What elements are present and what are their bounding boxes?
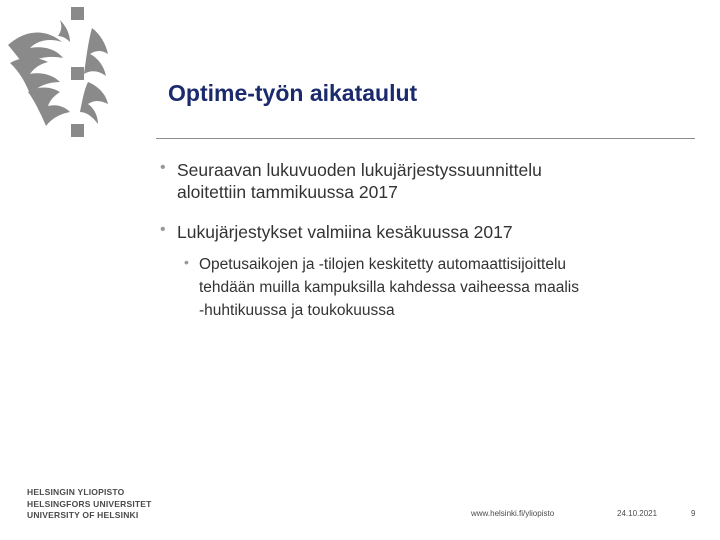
- university-name-fi: HELSINGIN YLIOPISTO: [27, 487, 125, 497]
- slide-title: Optime-työn aikataulut: [168, 80, 418, 106]
- sub-bullet-text-line: -huhtikuussa ja toukokuussa: [199, 302, 395, 319]
- sub-bullet-text-line: tehdään muilla kampuksilla kahdessa vaiheessa maalis: [199, 279, 579, 296]
- bullet-text-line: aloitettiin tammikuussa 2017: [177, 182, 398, 202]
- bullet-marker: •: [160, 159, 166, 176]
- page-number: 9: [691, 509, 696, 518]
- bullet-text-line: Seuraavan lukuvuoden lukujärjestyssuunnittelu: [177, 160, 542, 180]
- bullet-marker: •: [160, 221, 166, 238]
- sub-bullet-marker: •: [184, 254, 189, 270]
- sub-bullet-text-line: Opetusaikojen ja -tilojen keskitetty automaattisijoittelu: [199, 256, 567, 273]
- university-name-en: UNIVERSITY OF HELSINKI: [27, 510, 139, 520]
- university-name-sv: HELSINGFORS UNIVERSITET: [27, 498, 152, 509]
- bullet-text-line: Lukujärjestykset valmiina kesäkuussa 2017: [177, 222, 513, 242]
- university-name: [27, 487, 152, 522]
- footer-date: 24.10.2021: [617, 509, 658, 518]
- footer-url: www.helsinki.fi/yliopisto: [471, 509, 555, 518]
